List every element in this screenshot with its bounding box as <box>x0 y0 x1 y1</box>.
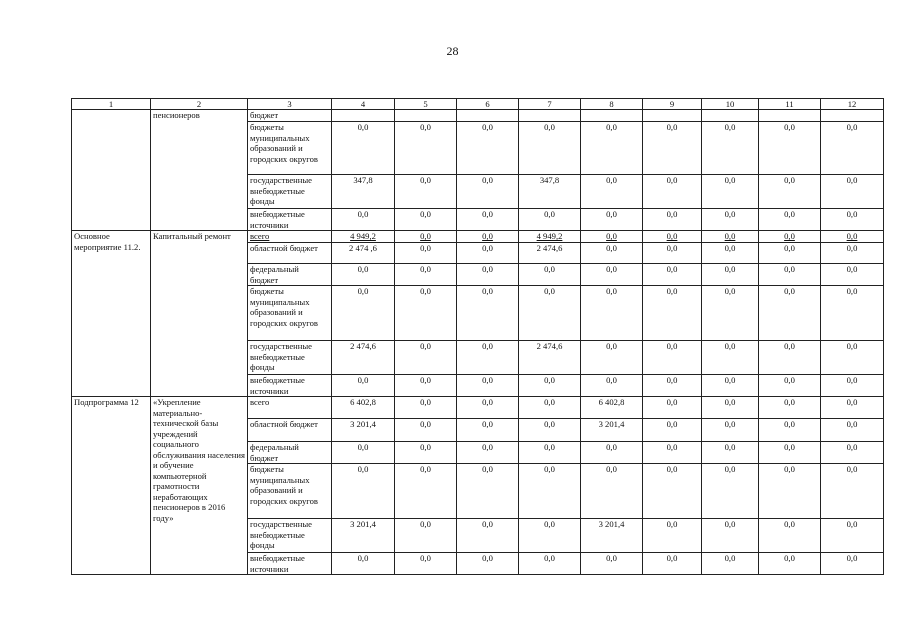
value-cell <box>457 110 519 122</box>
value-cell: 0,0 <box>457 419 519 442</box>
column-header: 4 <box>332 99 395 110</box>
value-cell <box>702 110 759 122</box>
value-cell: 0,0 <box>759 419 821 442</box>
header-row <box>72 99 884 110</box>
value-cell: 0,0 <box>643 397 702 419</box>
value-cell: 0,0 <box>643 419 702 442</box>
funding-source-cell: областной бюджет <box>248 243 332 264</box>
value-cell: 0,0 <box>581 243 643 264</box>
value-cell: 0,0 <box>519 122 581 175</box>
column-header: 12 <box>821 99 884 110</box>
value-cell: 0,0 <box>519 397 581 419</box>
value-cell: 0,0 <box>457 243 519 264</box>
value-cell: 0,0 <box>457 286 519 341</box>
value-cell: 0,0 <box>395 341 457 375</box>
value-cell: 0,0 <box>457 397 519 419</box>
value-cell: 0,0 <box>457 375 519 397</box>
value-cell: 0,0 <box>702 231 759 243</box>
value-cell: 0,0 <box>332 553 395 575</box>
value-cell: 0,0 <box>457 209 519 231</box>
value-cell: 3 201,4 <box>581 419 643 442</box>
value-cell: 0,0 <box>519 286 581 341</box>
value-cell: 0,0 <box>332 442 395 464</box>
value-cell <box>395 110 457 122</box>
value-cell: 0,0 <box>821 286 884 341</box>
value-cell: 0,0 <box>457 341 519 375</box>
funding-source-cell: внебюджетные источники <box>248 553 332 575</box>
value-cell: 0,0 <box>457 519 519 553</box>
value-cell: 0,0 <box>759 442 821 464</box>
value-cell: 0,0 <box>581 264 643 286</box>
value-cell: 0,0 <box>643 341 702 375</box>
value-cell: 0,0 <box>457 231 519 243</box>
value-cell: 0,0 <box>759 397 821 419</box>
funding-source-cell: всего <box>248 397 332 419</box>
value-cell: 0,0 <box>821 519 884 553</box>
value-cell: 3 201,4 <box>332 519 395 553</box>
value-cell: 0,0 <box>395 209 457 231</box>
value-cell: 0,0 <box>702 243 759 264</box>
value-cell: 0,0 <box>395 264 457 286</box>
value-cell: 0,0 <box>702 375 759 397</box>
value-cell: 0,0 <box>395 553 457 575</box>
value-cell: 0,0 <box>643 286 702 341</box>
value-cell: 0,0 <box>821 264 884 286</box>
value-cell: 0,0 <box>457 175 519 209</box>
value-cell: 0,0 <box>395 464 457 519</box>
value-cell: 0,0 <box>643 553 702 575</box>
value-cell <box>581 110 643 122</box>
value-cell: 0,0 <box>643 519 702 553</box>
value-cell: 0,0 <box>759 122 821 175</box>
value-cell: 0,0 <box>702 442 759 464</box>
value-cell: 0,0 <box>821 243 884 264</box>
column-header: 8 <box>581 99 643 110</box>
value-cell: 0,0 <box>643 375 702 397</box>
value-cell: 0,0 <box>702 286 759 341</box>
value-cell: 0,0 <box>395 286 457 341</box>
value-cell: 0,0 <box>643 464 702 519</box>
value-cell: 0,0 <box>332 286 395 341</box>
program-cell: Подпрограмма 12 <box>72 397 151 575</box>
table-row <box>72 110 884 122</box>
program-cell: Основное мероприятие 11.2. <box>72 231 151 397</box>
value-cell: 0,0 <box>821 122 884 175</box>
value-cell: 0,0 <box>702 122 759 175</box>
value-cell: 0,0 <box>395 175 457 209</box>
value-cell: 0,0 <box>759 243 821 264</box>
value-cell: 0,0 <box>702 464 759 519</box>
value-cell: 347,8 <box>332 175 395 209</box>
value-cell <box>643 110 702 122</box>
value-cell: 0,0 <box>457 264 519 286</box>
value-cell <box>519 110 581 122</box>
value-cell: 0,0 <box>457 442 519 464</box>
value-cell: 0,0 <box>457 122 519 175</box>
funding-source-cell: государственные внебюджетные фонды <box>248 175 332 209</box>
value-cell: 0,0 <box>332 464 395 519</box>
value-cell: 0,0 <box>457 553 519 575</box>
value-cell: 2 474,6 <box>519 243 581 264</box>
column-header: 10 <box>702 99 759 110</box>
value-cell: 0,0 <box>759 553 821 575</box>
value-cell: 0,0 <box>702 419 759 442</box>
value-cell: 0,0 <box>395 442 457 464</box>
column-header: 11 <box>759 99 821 110</box>
value-cell: 0,0 <box>395 519 457 553</box>
value-cell: 0,0 <box>519 553 581 575</box>
value-cell: 0,0 <box>519 209 581 231</box>
funding-source-cell: федеральный бюджет <box>248 442 332 464</box>
value-cell: 347,8 <box>519 175 581 209</box>
value-cell: 0,0 <box>759 341 821 375</box>
value-cell: 0,0 <box>702 264 759 286</box>
value-cell: 0,0 <box>643 264 702 286</box>
value-cell: 0,0 <box>581 286 643 341</box>
value-cell <box>821 110 884 122</box>
column-header: 1 <box>72 99 151 110</box>
value-cell: 0,0 <box>395 419 457 442</box>
funding-source-cell: внебюджетные источники <box>248 375 332 397</box>
value-cell: 0,0 <box>643 175 702 209</box>
funding-source-cell: бюджеты муниципальных образований и городских округов <box>248 464 332 519</box>
funding-source-cell: бюджет <box>248 110 332 122</box>
funding-source-cell: бюджеты муниципальных образований и городских округов <box>248 122 332 175</box>
value-cell: 0,0 <box>759 231 821 243</box>
value-cell: 0,0 <box>581 442 643 464</box>
column-header: 3 <box>248 99 332 110</box>
table-row <box>72 231 884 243</box>
value-cell: 0,0 <box>702 553 759 575</box>
value-cell: 0,0 <box>332 209 395 231</box>
funding-source-cell: бюджеты муниципальных образований и городских округов <box>248 286 332 341</box>
value-cell: 0,0 <box>759 286 821 341</box>
value-cell: 0,0 <box>519 464 581 519</box>
value-cell: 4 949,2 <box>332 231 395 243</box>
value-cell: 0,0 <box>395 375 457 397</box>
value-cell: 0,0 <box>821 231 884 243</box>
value-cell: 0,0 <box>759 175 821 209</box>
value-cell: 0,0 <box>581 553 643 575</box>
value-cell: 0,0 <box>821 419 884 442</box>
value-cell: 0,0 <box>702 519 759 553</box>
value-cell: 0,0 <box>759 264 821 286</box>
value-cell: 0,0 <box>821 442 884 464</box>
value-cell: 0,0 <box>519 375 581 397</box>
value-cell: 4 949,2 <box>519 231 581 243</box>
value-cell: 0,0 <box>332 264 395 286</box>
program-cell <box>72 110 151 231</box>
funding-source-cell: областной бюджет <box>248 419 332 442</box>
value-cell: 0,0 <box>519 519 581 553</box>
value-cell: 0,0 <box>395 397 457 419</box>
value-cell: 0,0 <box>759 519 821 553</box>
value-cell: 0,0 <box>821 553 884 575</box>
value-cell: 0,0 <box>821 209 884 231</box>
value-cell: 3 201,4 <box>581 519 643 553</box>
value-cell: 2 474,6 <box>519 341 581 375</box>
column-header: 5 <box>395 99 457 110</box>
value-cell: 6 402,8 <box>581 397 643 419</box>
funding-source-cell: всего <box>248 231 332 243</box>
value-cell: 0,0 <box>759 375 821 397</box>
value-cell: 0,0 <box>702 341 759 375</box>
value-cell: 0,0 <box>759 464 821 519</box>
value-cell: 0,0 <box>643 243 702 264</box>
value-cell: 0,0 <box>821 175 884 209</box>
table-row <box>72 397 884 419</box>
title-cell: пенсионеров <box>151 110 248 231</box>
value-cell: 0,0 <box>519 442 581 464</box>
title-cell: «Укрепление материально-технической базы учреждений социального обслуживания населения и обучение компьютерной грамотности неработающих пенсионеров в 2016 году» <box>151 397 248 575</box>
value-cell: 0,0 <box>581 341 643 375</box>
column-header: 9 <box>643 99 702 110</box>
value-cell: 0,0 <box>581 464 643 519</box>
value-cell: 0,0 <box>581 175 643 209</box>
budget-table <box>71 98 884 575</box>
value-cell: 0,0 <box>581 231 643 243</box>
value-cell: 0,0 <box>395 122 457 175</box>
value-cell: 0,0 <box>395 243 457 264</box>
funding-source-cell: федеральный бюджет <box>248 264 332 286</box>
value-cell: 0,0 <box>581 209 643 231</box>
value-cell: 6 402,8 <box>332 397 395 419</box>
value-cell: 0,0 <box>395 231 457 243</box>
value-cell: 3 201,4 <box>332 419 395 442</box>
value-cell: 2 474 ,6 <box>332 243 395 264</box>
value-cell: 0,0 <box>702 175 759 209</box>
value-cell: 0,0 <box>759 209 821 231</box>
column-header: 7 <box>519 99 581 110</box>
value-cell: 0,0 <box>821 397 884 419</box>
value-cell: 2 474,6 <box>332 341 395 375</box>
value-cell <box>759 110 821 122</box>
value-cell: 0,0 <box>519 264 581 286</box>
page-number: 28 <box>446 44 459 58</box>
value-cell: 0,0 <box>643 122 702 175</box>
funding-source-cell: внебюджетные источники <box>248 209 332 231</box>
value-cell: 0,0 <box>519 419 581 442</box>
value-cell: 0,0 <box>643 231 702 243</box>
funding-source-cell: государственные внебюджетные фонды <box>248 519 332 553</box>
value-cell: 0,0 <box>581 375 643 397</box>
value-cell: 0,0 <box>821 341 884 375</box>
value-cell: 0,0 <box>643 442 702 464</box>
value-cell: 0,0 <box>643 209 702 231</box>
funding-source-cell: государственные внебюджетные фонды <box>248 341 332 375</box>
column-header: 6 <box>457 99 519 110</box>
value-cell: 0,0 <box>821 375 884 397</box>
value-cell: 0,0 <box>581 122 643 175</box>
value-cell: 0,0 <box>821 464 884 519</box>
column-header: 2 <box>151 99 248 110</box>
value-cell: 0,0 <box>702 397 759 419</box>
value-cell <box>332 110 395 122</box>
value-cell: 0,0 <box>332 375 395 397</box>
value-cell: 0,0 <box>702 209 759 231</box>
value-cell: 0,0 <box>457 464 519 519</box>
title-cell: Капитальный ремонт <box>151 231 248 397</box>
value-cell: 0,0 <box>332 122 395 175</box>
